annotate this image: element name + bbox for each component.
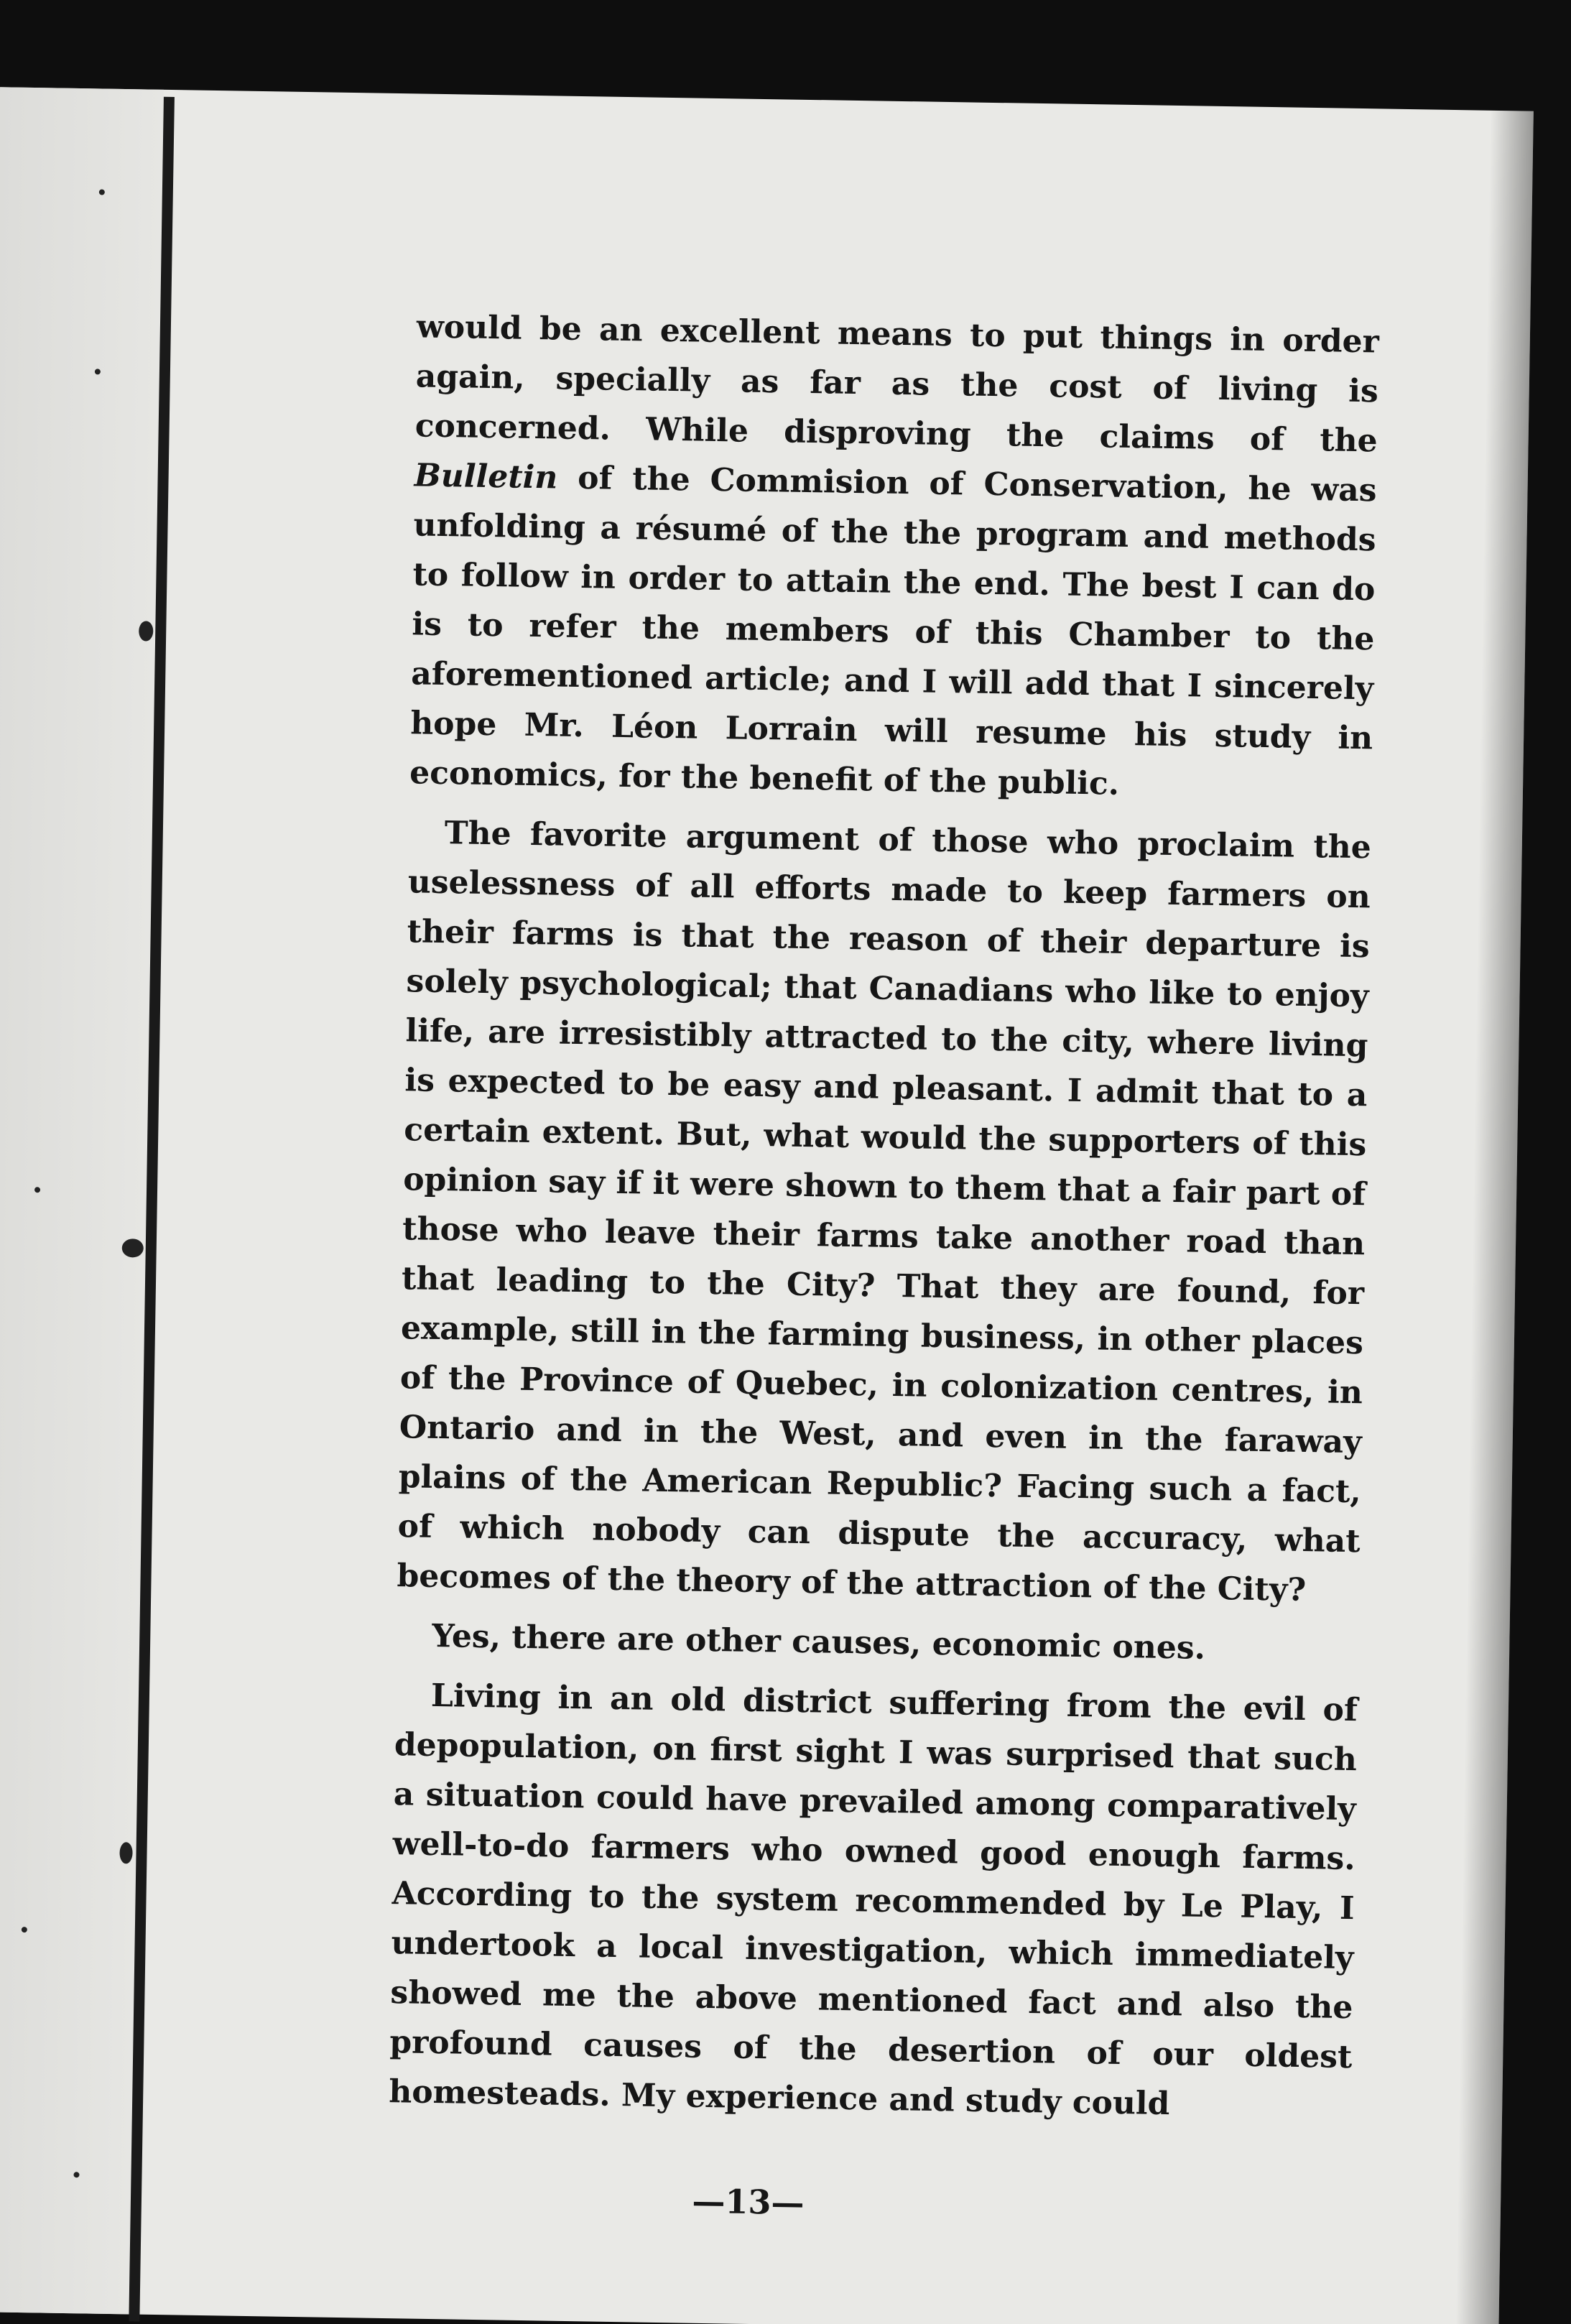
margin-speck [34, 1187, 40, 1193]
bulletin-title: Bulletin [414, 457, 558, 496]
paragraph-1-text-before: would be an excellent means to put things in order again, specially as far as the cost of living is concerned. While disproving the claims of the [414, 308, 1380, 460]
paragraph-1-text-after: of the Commision of Conservation, he was unfolding a résumé of the the program and methods to follow in order to attain the end. The best I can do is to refer the members of this Chamber to the aforementioned article; and I will add that I sincerely hope Mr. Léon Lorrain will resume his study in economics, for the benefit of the public. [409, 459, 1377, 802]
body-text [389, 302, 1380, 2142]
page-edge-shadow [1455, 111, 1534, 2324]
page-number: —13— [692, 2181, 805, 2223]
paragraph-1 [409, 302, 1380, 813]
margin-speck [99, 189, 105, 195]
paragraph-3: Yes, there are other causes, economic ones. [431, 1617, 1206, 1667]
paragraph-2: The favorite argument of those who proclaim the uselessness of all efforts made to keep farmers on their farms is that the reason of their departure is solely psychological; that Canadians who like to enjoy life, are irresistibly attracted to the city, where living is expected to be easy and pleasant. I admit that to a certain extent. But, what would the supporters of this opinion say if it were shown to them that a fair part of those who leave their farms take another road than that leading to the City? That they are found, for example, still in the farming business, in other places of the Province of Quebec, in colonization centres, in Ontario and in the West, and even in the faraway plains of the American Republic? Facing such a fact, of which nobody can dispute the accuracy, what becomes of the theory of the attraction of the City? [397, 815, 1372, 1609]
book-page [0, 87, 1534, 2324]
margin-speck [95, 369, 101, 374]
paragraph-4: Living in an old district suffering from the evil of depopulation, on first sight I was surprised that such a situation could have prevailed among comparatively well-to-do farmers who owned good enough farms. According to the system recommended by Le Play, I undertook a local investigation, which immediately showed me the above mentioned fact and also the profound causes of the desertion of our oldest homesteads. My experience and study could [388, 1677, 1358, 2123]
